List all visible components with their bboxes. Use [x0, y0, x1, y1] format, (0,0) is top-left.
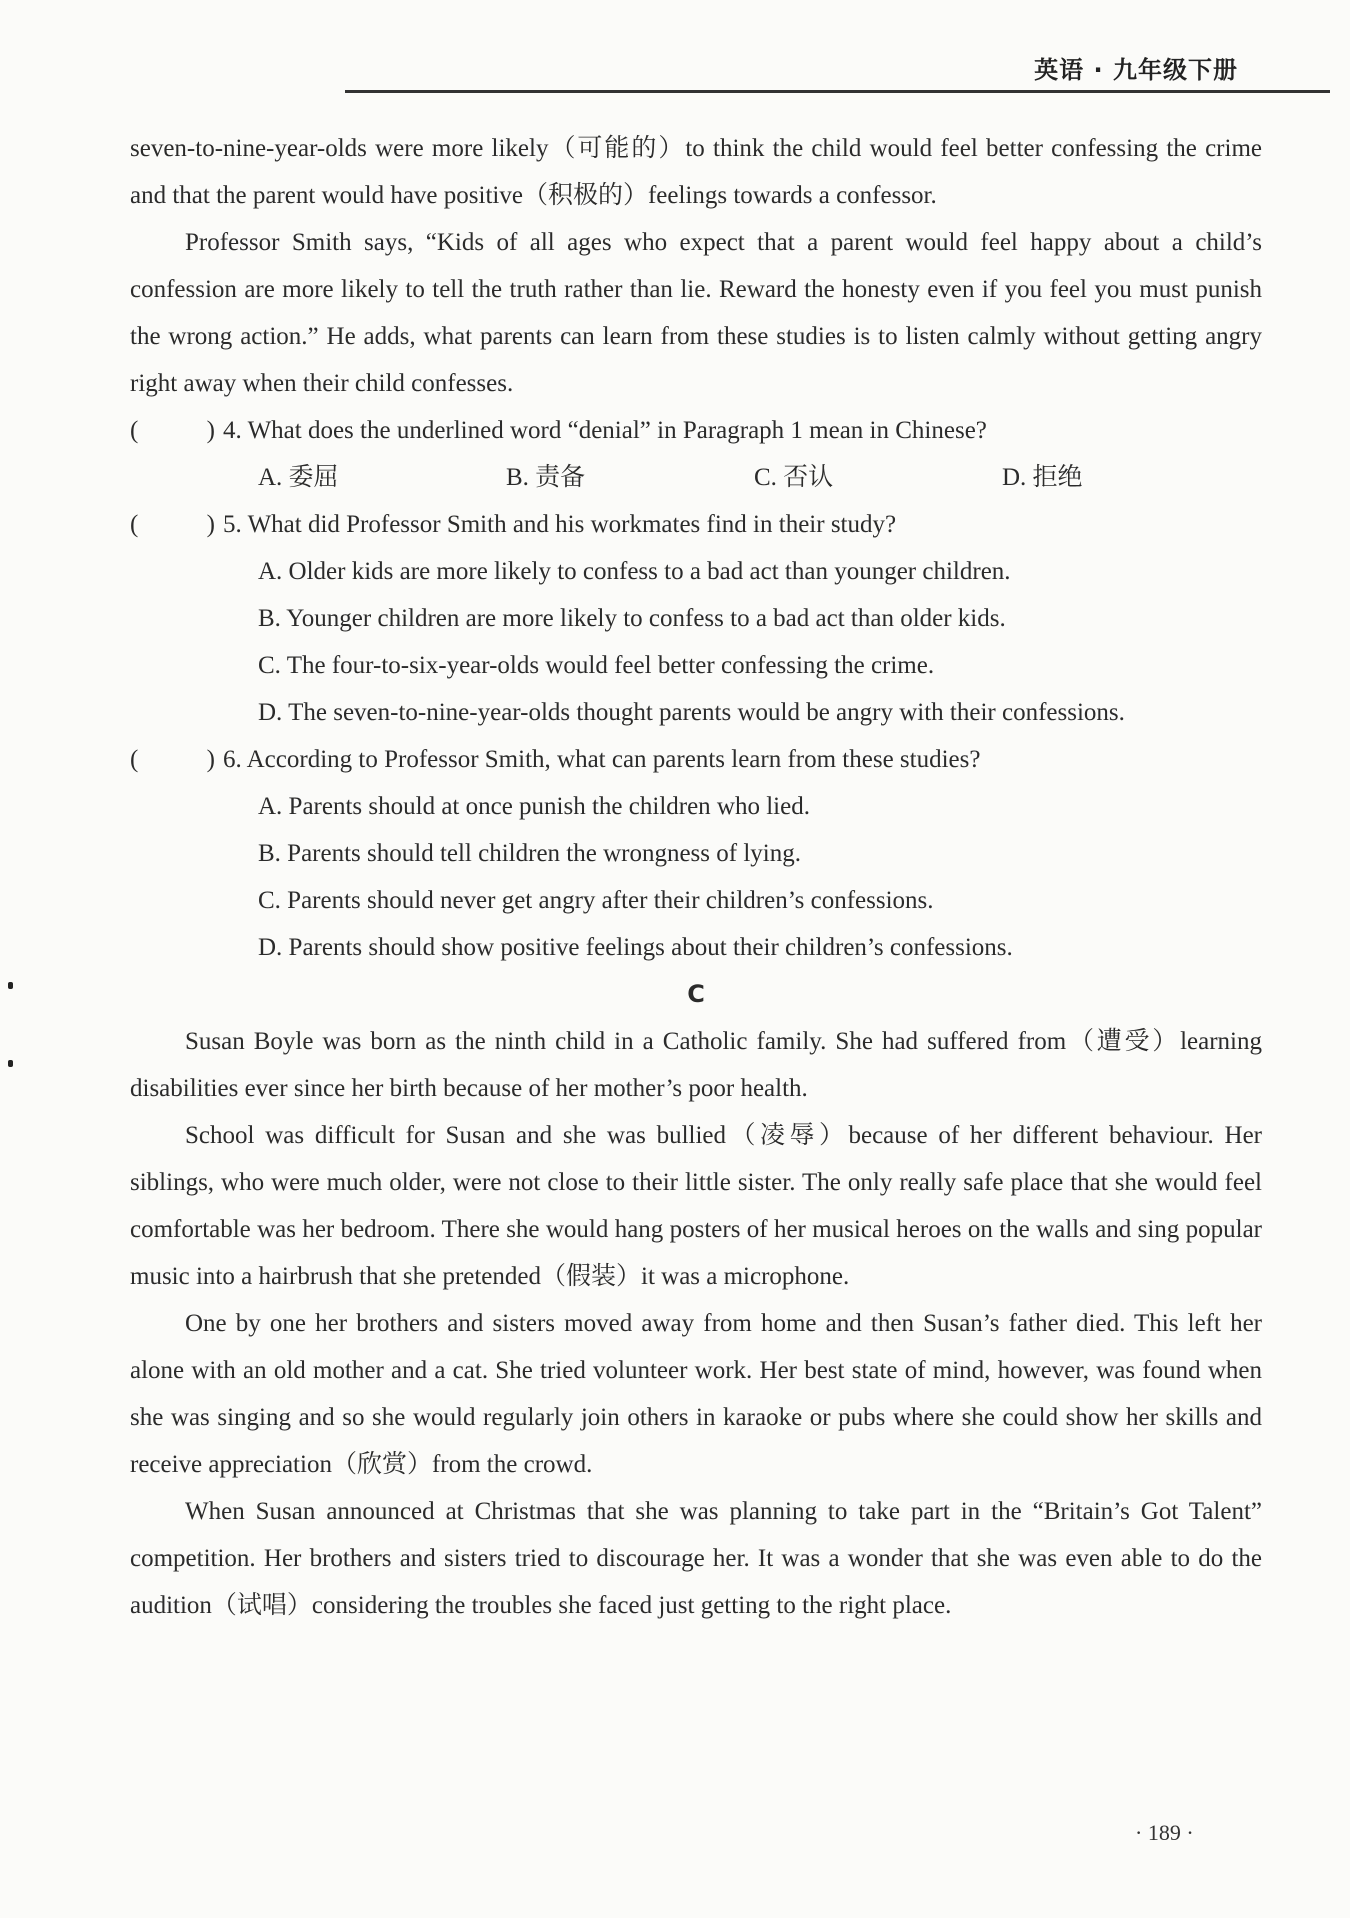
section-heading: C — [687, 980, 705, 1008]
answer-blank[interactable]: ( ) — [130, 746, 215, 773]
question-text: According to Professor Smith, what can parents learn from these studies? — [246, 746, 981, 773]
question-text: What did Professor Smith and his workmates find in their study? — [247, 511, 897, 538]
paragraph: Susan Boyle was born as the ninth child in a Catholic family. She had suffered from（遭受）learning disabilities ever since her birth because of her mother’s poor health. — [130, 1028, 1262, 1102]
question-5 — [130, 501, 1262, 548]
question-number: 4. — [223, 417, 242, 444]
option: A. Parents should at once punish the children who lied. — [258, 793, 810, 820]
scan-mark — [8, 1060, 13, 1067]
question-number: 5. — [223, 511, 242, 538]
option: A. Older kids are more likely to confess to a bad act than younger children. — [258, 558, 1011, 585]
option: D. The seven-to-nine-year-olds thought parents would be angry with their confessions. — [258, 699, 1125, 726]
paragraph: Professor Smith says, “Kids of all ages who expect that a parent would feel happy about a child’s confession are more likely to tell the truth rather than lie. Reward the honesty even if you feel you must punish the wrong action.” He adds, what parents can learn from these studies is to listen calmly without getting angry right away when their child confesses. — [130, 229, 1262, 397]
paragraph: School was difficult for Susan and she was bullied（凌辱）because of her different behaviour. Her siblings, who were much older, were not close to their little sister. The only really safe place that she would feel comfortable was her bedroom. There she would hang posters of her musical heroes on the walls and sing popular music into a hairbrush that she pretended（假装）it was a microphone. — [130, 1122, 1262, 1290]
question-4 — [130, 407, 1262, 454]
question-number: 6. — [223, 746, 242, 773]
paragraph: When Susan announced at Christmas that she was planning to take part in the “Britain’s Got Talent” competition. Her brothers and sisters tried to discourage her. It was a wonder that she was even able to do the audition（试唱）considering the troubles she faced just getting to the right place. — [130, 1498, 1262, 1619]
option: B. Parents should tell children the wrongness of lying. — [258, 840, 801, 867]
option: D. 拒绝 — [1002, 464, 1083, 491]
option: B. Younger children are more likely to confess to a bad act than older kids. — [258, 605, 1006, 632]
option: C. Parents should never get angry after their children’s confessions. — [258, 887, 934, 914]
option: C. The four-to-six-year-olds would feel better confessing the crime. — [258, 652, 935, 679]
answer-blank[interactable]: ( ) — [130, 417, 215, 444]
page-content — [130, 125, 1262, 1629]
option: A. 委屈 — [258, 464, 339, 491]
page-number: · 189 · — [1135, 1820, 1194, 1845]
question-text: What does the underlined word “denial” in Paragraph 1 mean in Chinese? — [247, 417, 987, 444]
page-header — [0, 0, 1350, 95]
paragraph: One by one her brothers and sisters moved away from home and then Susan’s father died. This left her alone with an old mother and a cat. She tried volunteer work. Her best state of mind, however, was found when she was singing and so she would regularly join others in karaoke or pubs where she could show her skills and receive appreciation（欣赏）from the crowd. — [130, 1310, 1262, 1478]
option: D. Parents should show positive feelings about their children’s confessions. — [258, 934, 1013, 961]
option: B. 责备 — [506, 464, 586, 491]
paragraph: seven-to-nine-year-olds were more likely（可能的）to think the child would feel better confessing the crime and that the parent would have positive（积极的）feelings towards a confessor. — [130, 135, 1262, 209]
scan-mark — [8, 982, 13, 989]
header-rule — [345, 90, 1330, 93]
option: C. 否认 — [754, 464, 834, 491]
question-4-options — [130, 454, 1262, 501]
question-6 — [130, 736, 1262, 783]
book-title: 英语 · 九年级下册 — [1034, 56, 1238, 84]
answer-blank[interactable]: ( ) — [130, 511, 215, 538]
